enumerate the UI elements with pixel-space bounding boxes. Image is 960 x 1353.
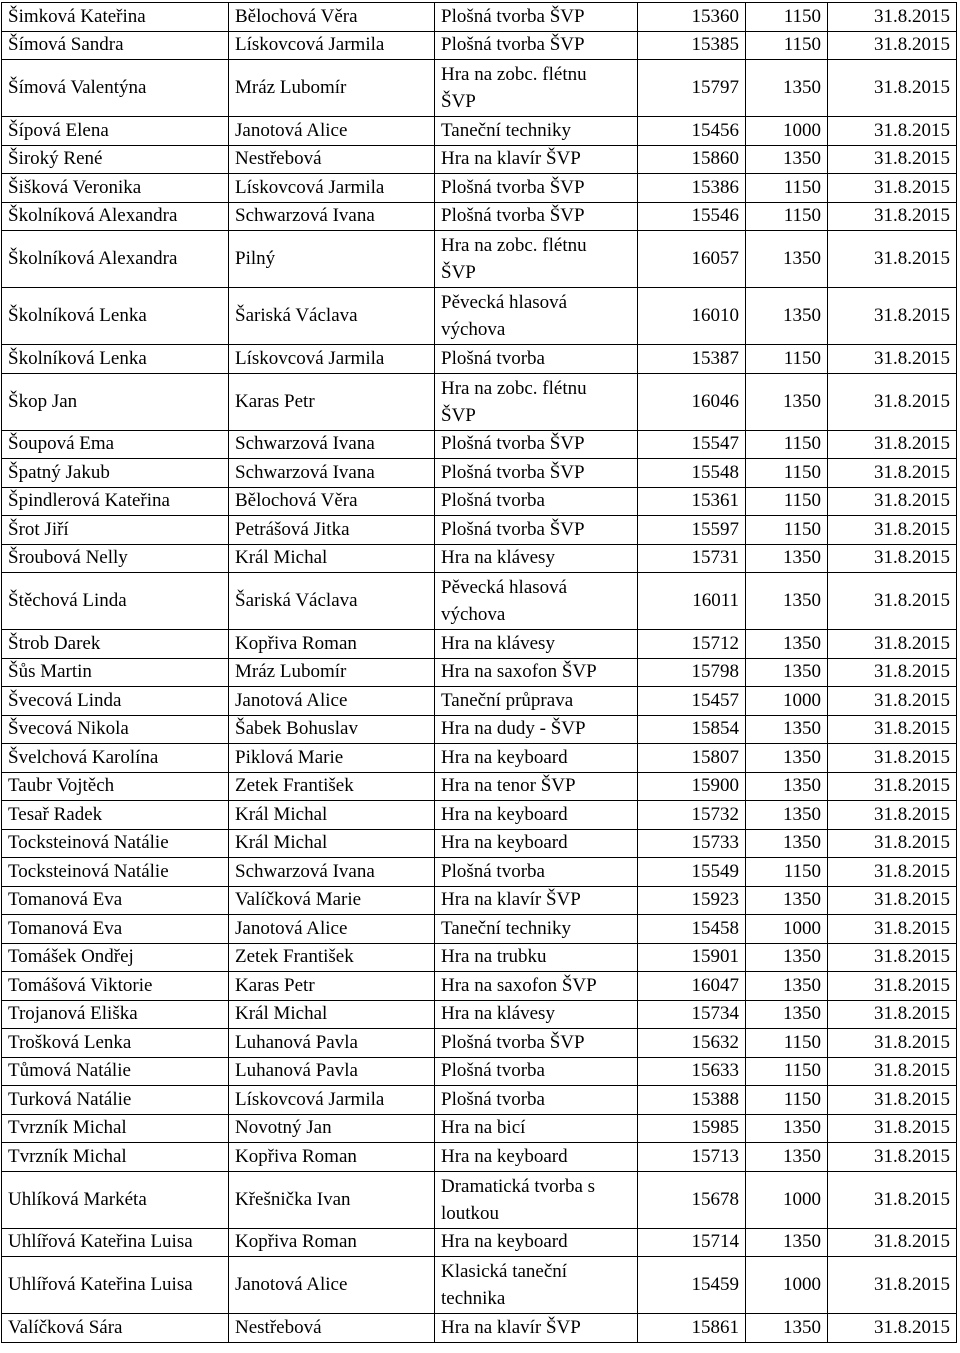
teacher-name-cell: Schwarzová Ivana	[229, 202, 435, 231]
code-cell: 15733	[638, 829, 746, 858]
date-cell: 31.8.2015	[828, 60, 957, 117]
date-cell: 31.8.2015	[828, 772, 957, 801]
teacher-name-cell: Křešnička Ivan	[229, 1171, 435, 1228]
student-name-cell: Škop Jan	[2, 373, 229, 430]
course-cell	[435, 1171, 638, 1228]
code-cell: 15732	[638, 801, 746, 830]
course-cell: Hra na klávesy	[435, 544, 638, 573]
student-name-cell: Štěchová Linda	[2, 573, 229, 630]
course-line: ŠVP	[441, 91, 476, 112]
teacher-name-cell: Nestřebová	[229, 1314, 435, 1343]
code-cell: 15714	[638, 1228, 746, 1257]
teacher-name-cell: Janotová Alice	[229, 687, 435, 716]
course-cell: Taneční průprava	[435, 687, 638, 716]
course-cell: Plošná tvorba	[435, 487, 638, 516]
course-cell: Taneční techniky	[435, 915, 638, 944]
teacher-name-cell: Janotová Alice	[229, 915, 435, 944]
teacher-name-cell: Král Michal	[229, 829, 435, 858]
amount-cell: 1000	[746, 1257, 828, 1314]
teacher-name-cell: Šariská Václava	[229, 288, 435, 345]
date-cell: 31.8.2015	[828, 430, 957, 459]
amount-cell: 1350	[746, 1143, 828, 1172]
table-row	[2, 858, 957, 887]
course-cell: Hra na klavír ŠVP	[435, 145, 638, 174]
code-cell: 16010	[638, 288, 746, 345]
date-cell: 31.8.2015	[828, 516, 957, 545]
amount-cell: 1350	[746, 573, 828, 630]
code-cell: 15458	[638, 915, 746, 944]
date-cell: 31.8.2015	[828, 744, 957, 773]
code-cell: 15457	[638, 687, 746, 716]
date-cell: 31.8.2015	[828, 943, 957, 972]
amount-cell: 1350	[746, 60, 828, 117]
teacher-name-cell: Zetek František	[229, 943, 435, 972]
table-row	[2, 1057, 957, 1086]
date-cell: 31.8.2015	[828, 231, 957, 288]
course-cell	[435, 373, 638, 430]
date-cell: 31.8.2015	[828, 1171, 957, 1228]
student-name-cell: Školníková Lenka	[2, 288, 229, 345]
code-cell: 15548	[638, 459, 746, 488]
student-name-cell: Šroubová Nelly	[2, 544, 229, 573]
amount-cell: 1150	[746, 516, 828, 545]
date-cell: 31.8.2015	[828, 487, 957, 516]
table-row	[2, 630, 957, 659]
date-cell: 31.8.2015	[828, 573, 957, 630]
course-line: výchova	[441, 319, 506, 340]
course-cell	[435, 60, 638, 117]
table-row	[2, 174, 957, 203]
table-row	[2, 516, 957, 545]
code-cell: 15386	[638, 174, 746, 203]
course-line: Hra na zobc. flétnu	[441, 377, 587, 399]
code-cell: 15385	[638, 31, 746, 60]
table-row	[2, 829, 957, 858]
code-cell: 16046	[638, 373, 746, 430]
date-cell: 31.8.2015	[828, 630, 957, 659]
amount-cell: 1150	[746, 345, 828, 374]
date-cell: 31.8.2015	[828, 1000, 957, 1029]
date-cell: 31.8.2015	[828, 174, 957, 203]
teacher-name-cell: Zetek František	[229, 772, 435, 801]
amount-cell: 1350	[746, 1000, 828, 1029]
date-cell: 31.8.2015	[828, 858, 957, 887]
table-body	[2, 3, 957, 1343]
table-row	[2, 31, 957, 60]
teacher-name-cell: Lískovcová Jarmila	[229, 345, 435, 374]
amount-cell: 1150	[746, 487, 828, 516]
course-cell: Hra na saxofon ŠVP	[435, 658, 638, 687]
table-row	[2, 658, 957, 687]
code-cell: 15860	[638, 145, 746, 174]
code-cell: 15734	[638, 1000, 746, 1029]
course-cell: Hra na keyboard	[435, 801, 638, 830]
code-cell: 15388	[638, 1086, 746, 1115]
teacher-name-cell: Kopřiva Roman	[229, 630, 435, 659]
course-cell: Taneční techniky	[435, 117, 638, 146]
course-cell	[435, 288, 638, 345]
amount-cell: 1350	[746, 658, 828, 687]
student-name-cell: Špindlerová Kateřina	[2, 487, 229, 516]
table-row	[2, 915, 957, 944]
amount-cell: 1350	[746, 801, 828, 830]
table-row	[2, 345, 957, 374]
course-cell: Plošná tvorba ŠVP	[435, 1029, 638, 1058]
code-cell: 15807	[638, 744, 746, 773]
student-name-cell: Uhlířová Kateřina Luisa	[2, 1257, 229, 1314]
amount-cell: 1350	[746, 744, 828, 773]
code-cell: 15861	[638, 1314, 746, 1343]
table-row	[2, 117, 957, 146]
amount-cell: 1150	[746, 31, 828, 60]
teacher-name-cell: Luhanová Pavla	[229, 1057, 435, 1086]
code-cell: 15597	[638, 516, 746, 545]
teacher-name-cell: Pilný	[229, 231, 435, 288]
student-name-cell: Trošková Lenka	[2, 1029, 229, 1058]
table-row	[2, 573, 957, 630]
teacher-name-cell: Šabek Bohuslav	[229, 715, 435, 744]
student-name-cell: Školníková Lenka	[2, 345, 229, 374]
date-cell: 31.8.2015	[828, 31, 957, 60]
teacher-name-cell: Petrášová Jitka	[229, 516, 435, 545]
date-cell: 31.8.2015	[828, 1143, 957, 1172]
code-cell: 15713	[638, 1143, 746, 1172]
code-cell: 15360	[638, 3, 746, 32]
teacher-name-cell: Piklová Marie	[229, 744, 435, 773]
date-cell: 31.8.2015	[828, 886, 957, 915]
student-name-cell: Šoupová Ema	[2, 430, 229, 459]
student-name-cell: Školníková Alexandra	[2, 231, 229, 288]
code-cell: 15549	[638, 858, 746, 887]
student-name-cell: Šrot Jiří	[2, 516, 229, 545]
code-cell: 15900	[638, 772, 746, 801]
date-cell: 31.8.2015	[828, 915, 957, 944]
course-line: Hra na zobc. flétnu	[441, 64, 587, 85]
amount-cell: 1150	[746, 430, 828, 459]
amount-cell: 1350	[746, 829, 828, 858]
course-cell: Plošná tvorba ŠVP	[435, 202, 638, 231]
code-cell: 15547	[638, 430, 746, 459]
teacher-name-cell: Lískovcová Jarmila	[229, 1086, 435, 1115]
date-cell: 31.8.2015	[828, 1228, 957, 1257]
code-cell: 15923	[638, 886, 746, 915]
amount-cell: 1150	[746, 202, 828, 231]
code-cell: 15731	[638, 544, 746, 573]
teacher-name-cell: Mráz Lubomír	[229, 60, 435, 117]
table-row	[2, 145, 957, 174]
course-cell	[435, 1257, 638, 1314]
date-cell: 31.8.2015	[828, 687, 957, 716]
table-row	[2, 1029, 957, 1058]
student-name-cell: Tomanová Eva	[2, 915, 229, 944]
student-name-cell: Uhlíková Markéta	[2, 1171, 229, 1228]
course-cell: Hra na klávesy	[435, 630, 638, 659]
course-cell: Hra na klávesy	[435, 1000, 638, 1029]
student-name-cell: Švecová Linda	[2, 687, 229, 716]
table-row	[2, 943, 957, 972]
date-cell: 31.8.2015	[828, 1029, 957, 1058]
code-cell: 15361	[638, 487, 746, 516]
course-line: Hra na zobc. flétnu	[441, 235, 587, 256]
amount-cell: 1000	[746, 687, 828, 716]
amount-cell: 1150	[746, 1086, 828, 1115]
course-line: loutkou	[441, 1202, 500, 1224]
table-row	[2, 288, 957, 345]
amount-cell: 1150	[746, 3, 828, 32]
teacher-name-cell: Lískovcová Jarmila	[229, 31, 435, 60]
course-cell: Hra na keyboard	[435, 1228, 638, 1257]
code-cell: 15546	[638, 202, 746, 231]
date-cell: 31.8.2015	[828, 1086, 957, 1115]
course-cell: Plošná tvorba ŠVP	[435, 430, 638, 459]
date-cell: 31.8.2015	[828, 288, 957, 345]
date-cell: 31.8.2015	[828, 544, 957, 573]
amount-cell: 1150	[746, 1029, 828, 1058]
code-cell: 16011	[638, 573, 746, 630]
course-cell: Hra na keyboard	[435, 744, 638, 773]
code-cell: 16057	[638, 231, 746, 288]
amount-cell: 1000	[746, 117, 828, 146]
code-cell: 15712	[638, 630, 746, 659]
student-name-cell: Švelchová Karolína	[2, 744, 229, 773]
code-cell: 15798	[638, 658, 746, 687]
student-name-cell: Taubr Vojtěch	[2, 772, 229, 801]
student-name-cell: Turková Natálie	[2, 1086, 229, 1115]
date-cell: 31.8.2015	[828, 145, 957, 174]
course-cell: Hra na bicí	[435, 1114, 638, 1143]
student-name-cell: Tomanová Eva	[2, 886, 229, 915]
student-name-cell: Tesař Radek	[2, 801, 229, 830]
student-name-cell: Široký René	[2, 145, 229, 174]
student-name-cell: Špatný Jakub	[2, 459, 229, 488]
teacher-name-cell: Janotová Alice	[229, 1257, 435, 1314]
course-cell: Plošná tvorba ŠVP	[435, 516, 638, 545]
course-line: Pěvecká hlasová	[441, 292, 568, 313]
amount-cell: 1350	[746, 943, 828, 972]
code-cell: 15387	[638, 345, 746, 374]
teacher-name-cell: Kopřiva Roman	[229, 1143, 435, 1172]
table-row	[2, 459, 957, 488]
course-line: výchova	[441, 604, 506, 625]
student-name-cell: Školníková Alexandra	[2, 202, 229, 231]
course-line: technika	[441, 1288, 506, 1309]
amount-cell: 1350	[746, 715, 828, 744]
student-name-cell: Uhlířová Kateřina Luisa	[2, 1228, 229, 1257]
course-cell	[435, 573, 638, 630]
date-cell: 31.8.2015	[828, 972, 957, 1001]
amount-cell: 1350	[746, 1228, 828, 1257]
date-cell: 31.8.2015	[828, 658, 957, 687]
course-line: ŠVP	[441, 262, 476, 283]
amount-cell: 1150	[746, 1057, 828, 1086]
course-cell: Plošná tvorba	[435, 1057, 638, 1086]
date-cell: 31.8.2015	[828, 715, 957, 744]
teacher-name-cell: Bělochová Věra	[229, 487, 435, 516]
table-row	[2, 430, 957, 459]
amount-cell: 1350	[746, 288, 828, 345]
student-name-cell: Tocksteinová Natálie	[2, 829, 229, 858]
amount-cell: 1150	[746, 174, 828, 203]
teacher-name-cell: Schwarzová Ivana	[229, 430, 435, 459]
teacher-name-cell: Lískovcová Jarmila	[229, 174, 435, 203]
teacher-name-cell: Schwarzová Ivana	[229, 459, 435, 488]
code-cell: 15854	[638, 715, 746, 744]
amount-cell: 1350	[746, 886, 828, 915]
teacher-name-cell: Janotová Alice	[229, 117, 435, 146]
table-row	[2, 487, 957, 516]
course-cell: Plošná tvorba	[435, 345, 638, 374]
amount-cell: 1000	[746, 915, 828, 944]
table-row	[2, 1086, 957, 1115]
teacher-name-cell: Král Michal	[229, 801, 435, 830]
course-cell: Hra na saxofon ŠVP	[435, 972, 638, 1001]
student-name-cell: Švecová Nikola	[2, 715, 229, 744]
amount-cell: 1350	[746, 972, 828, 1001]
course-cell: Hra na keyboard	[435, 829, 638, 858]
enrollment-table	[1, 2, 957, 1343]
teacher-name-cell: Mráz Lubomír	[229, 658, 435, 687]
date-cell: 31.8.2015	[828, 1114, 957, 1143]
date-cell: 31.8.2015	[828, 829, 957, 858]
teacher-name-cell: Král Michal	[229, 544, 435, 573]
date-cell: 31.8.2015	[828, 1314, 957, 1343]
table-row	[2, 1228, 957, 1257]
student-name-cell: Šimková Kateřina	[2, 3, 229, 32]
table-row	[2, 231, 957, 288]
course-cell: Plošná tvorba ŠVP	[435, 174, 638, 203]
table-row	[2, 687, 957, 716]
table-row	[2, 744, 957, 773]
amount-cell: 1350	[746, 231, 828, 288]
course-cell: Plošná tvorba	[435, 1086, 638, 1115]
table-row	[2, 1114, 957, 1143]
table-row	[2, 3, 957, 32]
code-cell: 15456	[638, 117, 746, 146]
student-name-cell: Šípová Elena	[2, 117, 229, 146]
course-cell: Hra na keyboard	[435, 1143, 638, 1172]
course-cell: Hra na tenor ŠVP	[435, 772, 638, 801]
teacher-name-cell: Luhanová Pavla	[229, 1029, 435, 1058]
code-cell: 15459	[638, 1257, 746, 1314]
teacher-name-cell: Bělochová Věra	[229, 3, 435, 32]
teacher-name-cell: Nestřebová	[229, 145, 435, 174]
teacher-name-cell: Valíčková Marie	[229, 886, 435, 915]
table-row	[2, 60, 957, 117]
student-name-cell: Tvrzník Michal	[2, 1114, 229, 1143]
code-cell: 15797	[638, 60, 746, 117]
course-cell: Plošná tvorba ŠVP	[435, 31, 638, 60]
course-cell: Plošná tvorba ŠVP	[435, 459, 638, 488]
course-cell	[435, 231, 638, 288]
amount-cell: 1000	[746, 1171, 828, 1228]
date-cell: 31.8.2015	[828, 345, 957, 374]
amount-cell: 1150	[746, 858, 828, 887]
table-row	[2, 1314, 957, 1343]
course-cell: Hra na klavír ŠVP	[435, 1314, 638, 1343]
table-row	[2, 373, 957, 430]
teacher-name-cell: Šariská Václava	[229, 573, 435, 630]
code-cell: 15632	[638, 1029, 746, 1058]
code-cell: 15633	[638, 1057, 746, 1086]
code-cell: 15678	[638, 1171, 746, 1228]
table-row	[2, 202, 957, 231]
course-line: Dramatická tvorba s	[441, 1175, 596, 1197]
student-name-cell: Šímová Sandra	[2, 31, 229, 60]
table-row	[2, 1143, 957, 1172]
course-line: Klasická taneční	[441, 1261, 568, 1282]
teacher-name-cell: Král Michal	[229, 1000, 435, 1029]
student-name-cell: Tocksteinová Natálie	[2, 858, 229, 887]
student-name-cell: Trojanová Eliška	[2, 1000, 229, 1029]
table-row	[2, 772, 957, 801]
table-row	[2, 801, 957, 830]
code-cell: 15985	[638, 1114, 746, 1143]
table-row	[2, 1000, 957, 1029]
student-name-cell: Tomášek Ondřej	[2, 943, 229, 972]
course-cell: Hra na klavír ŠVP	[435, 886, 638, 915]
code-cell: 16047	[638, 972, 746, 1001]
amount-cell: 1150	[746, 459, 828, 488]
table-row	[2, 972, 957, 1001]
course-cell: Plošná tvorba ŠVP	[435, 3, 638, 32]
date-cell: 31.8.2015	[828, 801, 957, 830]
student-name-cell: Štrob Darek	[2, 630, 229, 659]
course-cell: Hra na dudy - ŠVP	[435, 715, 638, 744]
teacher-name-cell: Novotný Jan	[229, 1114, 435, 1143]
table-row	[2, 886, 957, 915]
course-cell: Hra na trubku	[435, 943, 638, 972]
course-line: ŠVP	[441, 404, 476, 426]
student-name-cell: Šůs Martin	[2, 658, 229, 687]
student-name-cell: Šišková Veronika	[2, 174, 229, 203]
student-name-cell: Tůmová Natálie	[2, 1057, 229, 1086]
table-row	[2, 544, 957, 573]
teacher-name-cell: Karas Petr	[229, 972, 435, 1001]
teacher-name-cell: Schwarzová Ivana	[229, 858, 435, 887]
table-row	[2, 715, 957, 744]
date-cell: 31.8.2015	[828, 459, 957, 488]
amount-cell: 1350	[746, 373, 828, 430]
student-name-cell: Valíčková Sára	[2, 1314, 229, 1343]
amount-cell: 1350	[746, 145, 828, 174]
date-cell: 31.8.2015	[828, 1257, 957, 1314]
amount-cell: 1350	[746, 630, 828, 659]
amount-cell: 1350	[746, 544, 828, 573]
amount-cell: 1350	[746, 1314, 828, 1343]
date-cell: 31.8.2015	[828, 373, 957, 430]
course-line: Pěvecká hlasová	[441, 577, 568, 598]
table-row	[2, 1171, 957, 1228]
table-row	[2, 1257, 957, 1314]
student-name-cell: Šímová Valentýna	[2, 60, 229, 117]
amount-cell: 1350	[746, 772, 828, 801]
course-cell: Plošná tvorba	[435, 858, 638, 887]
teacher-name-cell: Kopřiva Roman	[229, 1228, 435, 1257]
date-cell: 31.8.2015	[828, 3, 957, 32]
student-name-cell: Tomášová Viktorie	[2, 972, 229, 1001]
date-cell: 31.8.2015	[828, 117, 957, 146]
amount-cell: 1350	[746, 1114, 828, 1143]
date-cell: 31.8.2015	[828, 1057, 957, 1086]
student-name-cell: Tvrzník Michal	[2, 1143, 229, 1172]
date-cell: 31.8.2015	[828, 202, 957, 231]
teacher-name-cell: Karas Petr	[229, 373, 435, 430]
code-cell: 15901	[638, 943, 746, 972]
